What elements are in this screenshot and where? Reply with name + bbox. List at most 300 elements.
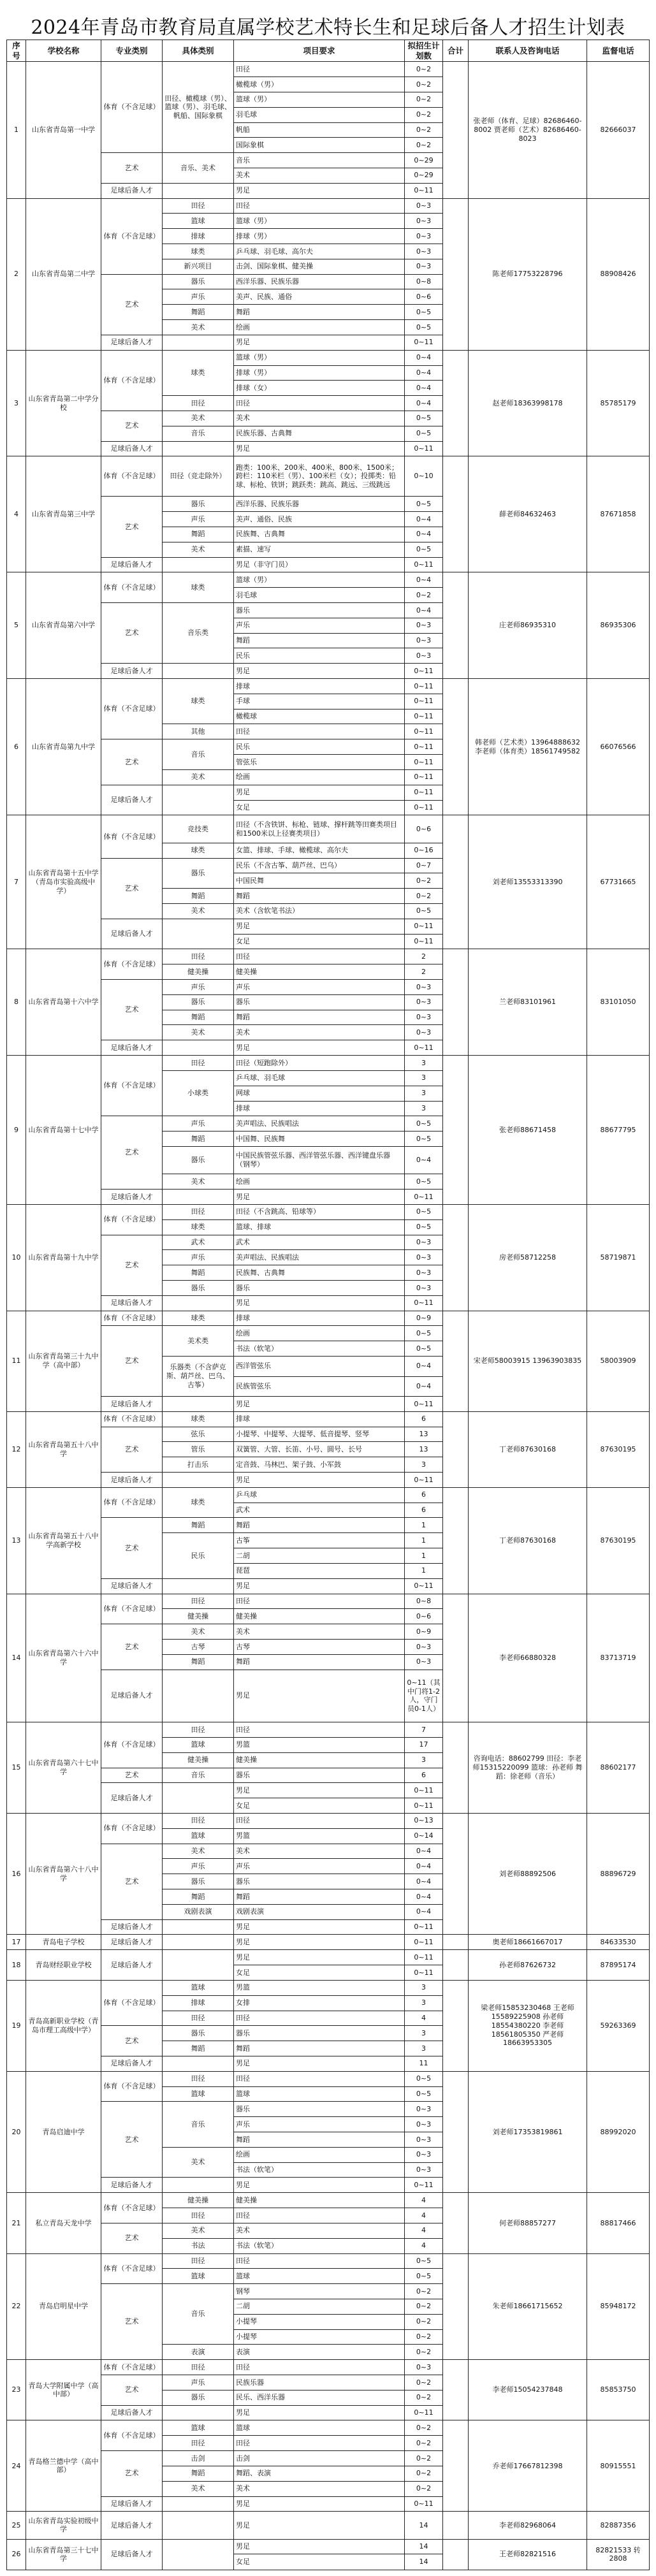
plan-count-cell: 0~5: [405, 320, 443, 335]
category-cell: 体育（不含足球）: [101, 2420, 163, 2451]
subcategory-cell: 美术: [163, 1025, 234, 1040]
subcategory-cell: 田径（竞走除外）: [163, 456, 234, 497]
category-cell: 体育（不含足球）: [101, 2071, 163, 2102]
requirement-cell: 羽毛球: [234, 588, 405, 603]
plan-count-cell: 0~2: [405, 2420, 443, 2436]
total-cell: [443, 456, 469, 572]
requirement-cell: 舞蹈: [234, 1010, 405, 1025]
plan-count-cell: 0~2: [405, 122, 443, 138]
plan-count-cell: 0~5: [405, 1132, 443, 1147]
subcategory-cell: 声乐: [163, 512, 234, 527]
school-no-cell: 20: [7, 2071, 26, 2193]
category-cell: 艺术: [101, 1844, 163, 1919]
requirement-cell: 田径: [234, 396, 405, 411]
supervise-cell: 88896729: [587, 1813, 650, 1935]
plan-count-cell: 0~5: [405, 411, 443, 426]
plan-count-cell: 0~11: [405, 934, 443, 949]
subcategory-cell: [163, 2539, 234, 2570]
school-no-cell: 4: [7, 456, 26, 572]
contact-cell: 薛老师84632463: [469, 456, 587, 572]
category-cell: 艺术: [101, 2375, 163, 2406]
requirement-cell: 美声、民族、通俗: [234, 289, 405, 305]
enrollment-plan-table: [6, 40, 650, 2570]
subcategory-cell: 音乐类: [163, 602, 234, 663]
plan-count-cell: 14: [405, 2554, 443, 2570]
category-cell: 足球后备人才: [101, 1190, 163, 1205]
subcategory-cell: 田径: [163, 2253, 234, 2269]
subcategory-cell: 健美操: [163, 964, 234, 980]
plan-count-cell: 11: [405, 2056, 443, 2071]
school-no-cell: 7: [7, 815, 26, 949]
requirement-cell: 男足: [234, 2056, 405, 2071]
plan-count-cell: 0~11: [405, 1040, 443, 1056]
requirement-cell: 男足: [234, 1670, 405, 1722]
plan-count-cell: 0~4: [405, 602, 443, 618]
subcategory-cell: 器乐: [163, 2390, 234, 2405]
requirement-cell: 女足: [234, 934, 405, 949]
requirement-cell: 男足: [234, 1783, 405, 1798]
plan-count-cell: 0~3: [405, 1250, 443, 1265]
school-name-cell: 山东省青岛第三十七中学: [26, 2539, 101, 2570]
plan-count-cell: 0~5: [405, 1341, 443, 1357]
category-cell: 足球后备人才: [101, 1473, 163, 1488]
plan-count-cell: 0~4: [405, 396, 443, 411]
requirement-cell: 声乐: [234, 1859, 405, 1874]
requirement-cell: 健美操: [234, 1752, 405, 1768]
plan-count-cell: 0~11: [405, 724, 443, 739]
requirement-cell: 排球: [234, 1101, 405, 1116]
subcategory-cell: [163, 2056, 234, 2071]
plan-count-cell: 7: [405, 1722, 443, 1738]
subcategory-cell: 古琴: [163, 1639, 234, 1654]
plan-count-cell: 0~11: [405, 183, 443, 198]
table-row: [7, 1980, 650, 1995]
school-no-cell: 17: [7, 1935, 26, 1950]
page-title: 2024年青岛市教育局直属学校艺术特长生和足球后备人才招生计划表: [31, 17, 625, 39]
requirement-cell: 田径（短跑除外）: [234, 1056, 405, 1071]
plan-count-cell: 0~11: [405, 800, 443, 815]
supervise-cell: 80915551: [587, 2420, 650, 2512]
subcategory-cell: 田径: [163, 2071, 234, 2086]
subcategory-cell: 弦乐: [163, 1427, 234, 1442]
category-cell: 足球后备人才: [101, 1040, 163, 1056]
supervise-cell: 82887356: [587, 2512, 650, 2539]
school-no-cell: 22: [7, 2253, 26, 2360]
category-cell: 体育（不含足球）: [101, 2360, 163, 2375]
subcategory-cell: 声乐: [163, 2375, 234, 2390]
contact-cell: 刘老师17353819861: [469, 2071, 587, 2193]
total-cell: [443, 2539, 469, 2570]
plan-count-cell: 0~3: [405, 2147, 443, 2162]
subcategory-cell: [163, 1190, 234, 1205]
school-name-cell: 山东省青岛第三十九中学（高中部）: [26, 1311, 101, 1411]
supervise-cell: 87895174: [587, 1950, 650, 1981]
requirement-cell: 排球: [234, 679, 405, 694]
subcategory-cell: 篮球: [163, 2269, 234, 2284]
plan-count-cell: 3: [405, 1457, 443, 1473]
subcategory-cell: 田径: [163, 1722, 234, 1738]
plan-count-cell: 0~3: [405, 1281, 443, 1296]
requirement-cell: 田径: [234, 2436, 405, 2451]
requirement-cell: 书法（软笔）: [234, 2238, 405, 2253]
subcategory-cell: [163, 1040, 234, 1056]
requirement-cell: 女足: [234, 1965, 405, 1981]
school-no-cell: 11: [7, 1311, 26, 1411]
subcategory-cell: 美术: [163, 411, 234, 426]
school-no-cell: 16: [7, 1813, 26, 1935]
header-row: [7, 40, 650, 62]
contact-cell: 丁老师87630168: [469, 1487, 587, 1594]
requirement-cell: 美术（含软笔书法）: [234, 903, 405, 919]
subcategory-cell: 舞蹈: [163, 1518, 234, 1533]
plan-count-cell: 0~4: [405, 1376, 443, 1396]
requirement-cell: 男足: [234, 664, 405, 679]
subcategory-cell: 声乐: [163, 980, 234, 995]
subcategory-cell: 美术类: [163, 1326, 234, 1357]
requirement-cell: 绘画: [234, 320, 405, 335]
supervise-cell: 83713719: [587, 1594, 650, 1722]
table-row: [7, 949, 650, 964]
plan-count-cell: 0~5: [405, 1116, 443, 1132]
requirement-cell: 舞蹈: [234, 1518, 405, 1533]
subcategory-cell: 舞蹈: [163, 1010, 234, 1025]
plan-count-cell: 6: [405, 1411, 443, 1427]
subcategory-cell: [163, 1396, 234, 1411]
school-name-cell: 青岛启迪中学: [26, 2071, 101, 2193]
plan-count-cell: 4: [405, 2193, 443, 2208]
category-cell: 艺术: [101, 1235, 163, 1295]
requirement-cell: 管弦乐: [234, 755, 405, 770]
requirement-cell: 舞蹈: [234, 889, 405, 904]
requirement-cell: 绘画: [234, 2147, 405, 2162]
supervise-cell: 88677795: [587, 1056, 650, 1205]
school-name-cell: 山东省青岛第六十八中学: [26, 1813, 101, 1935]
requirement-cell: 器乐: [234, 602, 405, 618]
plan-count-cell: 0~11: [405, 679, 443, 694]
total-cell: [443, 1204, 469, 1311]
table-row: [7, 2420, 650, 2436]
requirement-cell: 声乐: [234, 618, 405, 633]
requirement-cell: 绘画: [234, 1326, 405, 1341]
supervise-cell: 88908426: [587, 198, 650, 350]
total-cell: [443, 1056, 469, 1205]
plan-count-cell: 6: [405, 1487, 443, 1503]
school-no-cell: 18: [7, 1950, 26, 1981]
total-cell: [443, 2253, 469, 2360]
plan-count-cell: 0~3: [405, 648, 443, 664]
category-cell: 足球后备人才: [101, 919, 163, 949]
requirement-cell: 小提琴: [234, 2329, 405, 2345]
total-cell: [443, 2071, 469, 2193]
subcategory-cell: 篮球: [163, 2420, 234, 2436]
total-cell: [443, 1311, 469, 1411]
header-total: 合计: [443, 40, 469, 62]
requirement-cell: 田径: [234, 1594, 405, 1609]
plan-count-cell: 0~3: [405, 1654, 443, 1670]
plan-count-cell: 0~9: [405, 1311, 443, 1326]
plan-count-cell: 0~2: [405, 2329, 443, 2345]
requirement-cell: 男足: [234, 2405, 405, 2420]
total-cell: [443, 1487, 469, 1594]
school-no-cell: 23: [7, 2360, 26, 2420]
requirement-cell: 女排: [234, 1995, 405, 2011]
category-cell: 足球后备人才: [101, 2539, 163, 2570]
table-row: [7, 1056, 650, 1071]
requirement-cell: 女足: [234, 1798, 405, 1814]
subcategory-cell: 舞蹈: [163, 527, 234, 542]
subcategory-cell: [163, 2405, 234, 2420]
plan-count-cell: 0~11: [405, 664, 443, 679]
plan-count-cell: 0~3: [405, 214, 443, 229]
category-cell: 艺术: [101, 1326, 163, 1397]
requirement-cell: 素描、速写: [234, 542, 405, 557]
category-cell: 艺术: [101, 2223, 163, 2253]
plan-count-cell: 0~16: [405, 843, 443, 858]
plan-count-cell: 14: [405, 2539, 443, 2554]
subcategory-cell: 舞蹈: [163, 2041, 234, 2056]
school-no-cell: 10: [7, 1204, 26, 1311]
school-name-cell: 青岛电子学校: [26, 1935, 101, 1950]
school-name-cell: 山东省青岛第十七中学: [26, 1056, 101, 1205]
table-row: [7, 2512, 650, 2539]
requirement-cell: 篮球（男）: [234, 92, 405, 107]
subcategory-cell: 田径: [163, 2208, 234, 2223]
plan-count-cell: 0~2: [405, 2375, 443, 2390]
requirement-cell: 古琴: [234, 1639, 405, 1654]
category-cell: 足球后备人才: [101, 441, 163, 456]
plan-count-cell: 0~4: [405, 1844, 443, 1859]
plan-count-cell: 0~5: [405, 2071, 443, 2086]
category-cell: 体育（不含足球）: [101, 1980, 163, 2025]
school-no-cell: 3: [7, 350, 26, 456]
requirement-cell: 民族乐器: [234, 2375, 405, 2390]
table-row: [7, 1722, 650, 1738]
requirement-cell: 舞蹈: [234, 1654, 405, 1670]
school-no-cell: 9: [7, 1056, 26, 1205]
plan-count-cell: 0~3: [405, 2162, 443, 2178]
subcategory-cell: 音乐: [163, 2102, 234, 2147]
plan-count-cell: 0~5: [405, 542, 443, 557]
supervise-cell: 87630195: [587, 1411, 650, 1487]
table-row: [7, 2253, 650, 2269]
plan-count-cell: 0~2: [405, 2466, 443, 2481]
subcategory-cell: 音乐: [163, 2284, 234, 2345]
requirement-cell: 舞蹈: [234, 2041, 405, 2056]
plan-count-cell: 0~5: [405, 1219, 443, 1235]
requirement-cell: 民乐、西洋乐器: [234, 2390, 405, 2405]
school-name-cell: 青岛启明星中学: [26, 2253, 101, 2360]
plan-count-cell: 0~3: [405, 229, 443, 244]
plan-count-cell: 2: [405, 964, 443, 980]
requirement-cell: 健美操: [234, 1609, 405, 1624]
requirement-cell: 排球（女）: [234, 381, 405, 396]
requirement-cell: 橄榄球（男）: [234, 77, 405, 92]
requirement-cell: 排球（男）: [234, 229, 405, 244]
plan-count-cell: 4: [405, 2223, 443, 2238]
requirement-cell: 男足: [234, 1950, 405, 1965]
plan-count-cell: 0~5: [405, 426, 443, 441]
category-cell: 体育（不含足球）: [101, 815, 163, 858]
school-name-cell: 山东省青岛第十九中学: [26, 1204, 101, 1311]
requirement-cell: 男足: [234, 2512, 405, 2539]
requirement-cell: 音乐: [234, 153, 405, 168]
subcategory-cell: 田径: [163, 2436, 234, 2451]
subcategory-cell: 田径、橄榄球（男）、篮球（男）、羽毛球、帆船、国际象棋: [163, 62, 234, 153]
plan-count-cell: 6: [405, 1503, 443, 1518]
supervise-cell: 87671858: [587, 456, 650, 572]
plan-count-cell: 0~4: [405, 1357, 443, 1376]
school-name-cell: 山东省青岛第十六中学: [26, 949, 101, 1056]
requirement-cell: 舞蹈、表演: [234, 2466, 405, 2481]
requirement-cell: 篮球（男）: [234, 350, 405, 365]
supervise-cell: 88602177: [587, 1722, 650, 1814]
category-cell: 艺术: [101, 1624, 163, 1670]
subcategory-cell: 球类: [163, 1411, 234, 1427]
plan-count-cell: 0~11: [405, 1783, 443, 1798]
contact-cell: 丁老师87630168: [469, 1411, 587, 1487]
supervise-cell: 85853750: [587, 2360, 650, 2420]
total-cell: [443, 1950, 469, 1981]
subcategory-cell: 器乐: [163, 994, 234, 1010]
subcategory-cell: [163, 664, 234, 679]
plan-count-cell: 3: [405, 1995, 443, 2011]
plan-count-cell: 0~3: [405, 994, 443, 1010]
category-cell: 足球后备人才: [101, 1783, 163, 1814]
table-row: [7, 1411, 650, 1427]
subcategory-cell: 排球: [163, 229, 234, 244]
subcategory-cell: 击剑: [163, 2451, 234, 2466]
requirement-cell: 健美操: [234, 964, 405, 980]
requirement-cell: 男篮: [234, 1828, 405, 1844]
total-cell: [443, 62, 469, 198]
requirement-cell: 男足: [234, 1040, 405, 1056]
requirement-cell: 声乐: [234, 980, 405, 995]
plan-count-cell: 0~2: [405, 2451, 443, 2466]
subcategory-cell: 表演: [163, 2345, 234, 2360]
subcategory-cell: 音乐、美术: [163, 153, 234, 184]
contact-cell: 兰老师83101961: [469, 949, 587, 1056]
table-row: [7, 198, 650, 214]
requirement-cell: 女足: [234, 800, 405, 815]
school-name-cell: 山东省青岛第九中学: [26, 679, 101, 815]
plan-count-cell: 0~3: [405, 1025, 443, 1040]
plan-count-cell: 0~11: [405, 2496, 443, 2512]
school-no-cell: 13: [7, 1487, 26, 1594]
requirement-cell: 男足: [234, 1919, 405, 1935]
plan-count-cell: 0~9: [405, 1624, 443, 1640]
requirement-cell: 绘画: [234, 1174, 405, 1190]
category-cell: 艺术: [101, 1116, 163, 1190]
requirement-cell: 小提琴、中提琴、大提琴、低音提琴、竖琴: [234, 1427, 405, 1442]
plan-count-cell: 0~5: [405, 1204, 443, 1219]
category-cell: 艺术: [101, 739, 163, 785]
plan-count-cell: 1: [405, 1548, 443, 1564]
plan-count-cell: 0~2: [405, 2481, 443, 2496]
plan-count-cell: 0~2: [405, 2284, 443, 2299]
requirement-cell: 西洋乐器、民族乐器: [234, 274, 405, 289]
requirement-cell: 田径（不含铁饼、标枪、链球、撑杆跳等田赛类项目和1500米以上径赛类项目）: [234, 815, 405, 843]
subcategory-cell: [163, 335, 234, 350]
requirement-cell: 男足: [234, 1935, 405, 1950]
requirement-cell: 男足: [234, 2178, 405, 2193]
category-cell: 体育（不含足球）: [101, 679, 163, 739]
subcategory-cell: 小球类: [163, 1070, 234, 1116]
total-cell: [443, 679, 469, 815]
plan-count-cell: 0~11: [405, 709, 443, 724]
plan-count-cell: 1: [405, 1533, 443, 1548]
contact-cell: 李老师66880328: [469, 1594, 587, 1722]
plan-count-cell: 0~11: [405, 1190, 443, 1205]
category-cell: 足球后备人才: [101, 2056, 163, 2071]
school-no-cell: 21: [7, 2193, 26, 2253]
requirement-cell: 书法（软笔）: [234, 2162, 405, 2178]
requirement-cell: 男足: [234, 183, 405, 198]
contact-cell: 刘老师13553313390: [469, 815, 587, 949]
plan-count-cell: 0~5: [405, 1174, 443, 1190]
subcategory-cell: 武术: [163, 1235, 234, 1250]
category-cell: 艺术: [101, 2102, 163, 2178]
requirement-cell: 民乐: [234, 739, 405, 755]
requirement-cell: 美术: [234, 2481, 405, 2496]
requirement-cell: 民族管弦乐: [234, 1376, 405, 1396]
requirement-cell: 美术: [234, 411, 405, 426]
subcategory-cell: 器乐: [163, 274, 234, 289]
requirement-cell: 二胡: [234, 2299, 405, 2314]
plan-count-cell: 0~2: [405, 889, 443, 904]
subcategory-cell: 美术: [163, 2481, 234, 2496]
subcategory-cell: [163, 785, 234, 815]
plan-count-cell: 0~11: [405, 755, 443, 770]
subcategory-cell: 舞蹈: [163, 305, 234, 320]
contact-cell: 张老师88671458: [469, 1056, 587, 1205]
plan-count-cell: 0~2: [405, 77, 443, 92]
requirement-cell: 田径: [234, 949, 405, 964]
subcategory-cell: [163, 2496, 234, 2512]
subcategory-cell: 其他: [163, 724, 234, 739]
category-cell: 艺术: [101, 1427, 163, 1472]
table-row: [7, 2071, 650, 2086]
school-name-cell: 山东省青岛第五十八中学: [26, 1411, 101, 1487]
table-row: [7, 1594, 650, 1609]
school-no-cell: 26: [7, 2539, 26, 2570]
subcategory-cell: 音乐: [163, 426, 234, 441]
category-cell: 足球后备人才: [101, 1396, 163, 1411]
plan-count-cell: 0~3: [405, 259, 443, 274]
table-body: [7, 62, 650, 2570]
plan-count-cell: 0~2: [405, 2314, 443, 2329]
school-name-cell: 山东省青岛第六十六中学: [26, 1594, 101, 1722]
plan-count-cell: 0~3: [405, 618, 443, 633]
plan-count-cell: 0~11: [405, 1950, 443, 1965]
subcategory-cell: 器乐: [163, 1146, 234, 1174]
supervise-cell: 86935306: [587, 572, 650, 679]
category-cell: 足球后备人才: [101, 664, 163, 679]
table-row: [7, 1311, 650, 1326]
table-row: [7, 679, 650, 694]
plan-count-cell: 4: [405, 2208, 443, 2223]
header-contact: 联系人及咨询电话: [469, 40, 587, 62]
school-no-cell: 6: [7, 679, 26, 815]
subcategory-cell: [163, 183, 234, 198]
requirement-cell: 篮球: [234, 2269, 405, 2284]
supervise-cell: 88817466: [587, 2193, 650, 2253]
requirement-cell: 排球: [234, 1411, 405, 1427]
subcategory-cell: 田径: [163, 1204, 234, 1219]
category-cell: 艺术: [101, 2026, 163, 2056]
requirement-cell: 健美操: [234, 2193, 405, 2208]
school-name-cell: 私立青岛天龙中学: [26, 2193, 101, 2253]
plan-count-cell: 0~11: [405, 1295, 443, 1311]
